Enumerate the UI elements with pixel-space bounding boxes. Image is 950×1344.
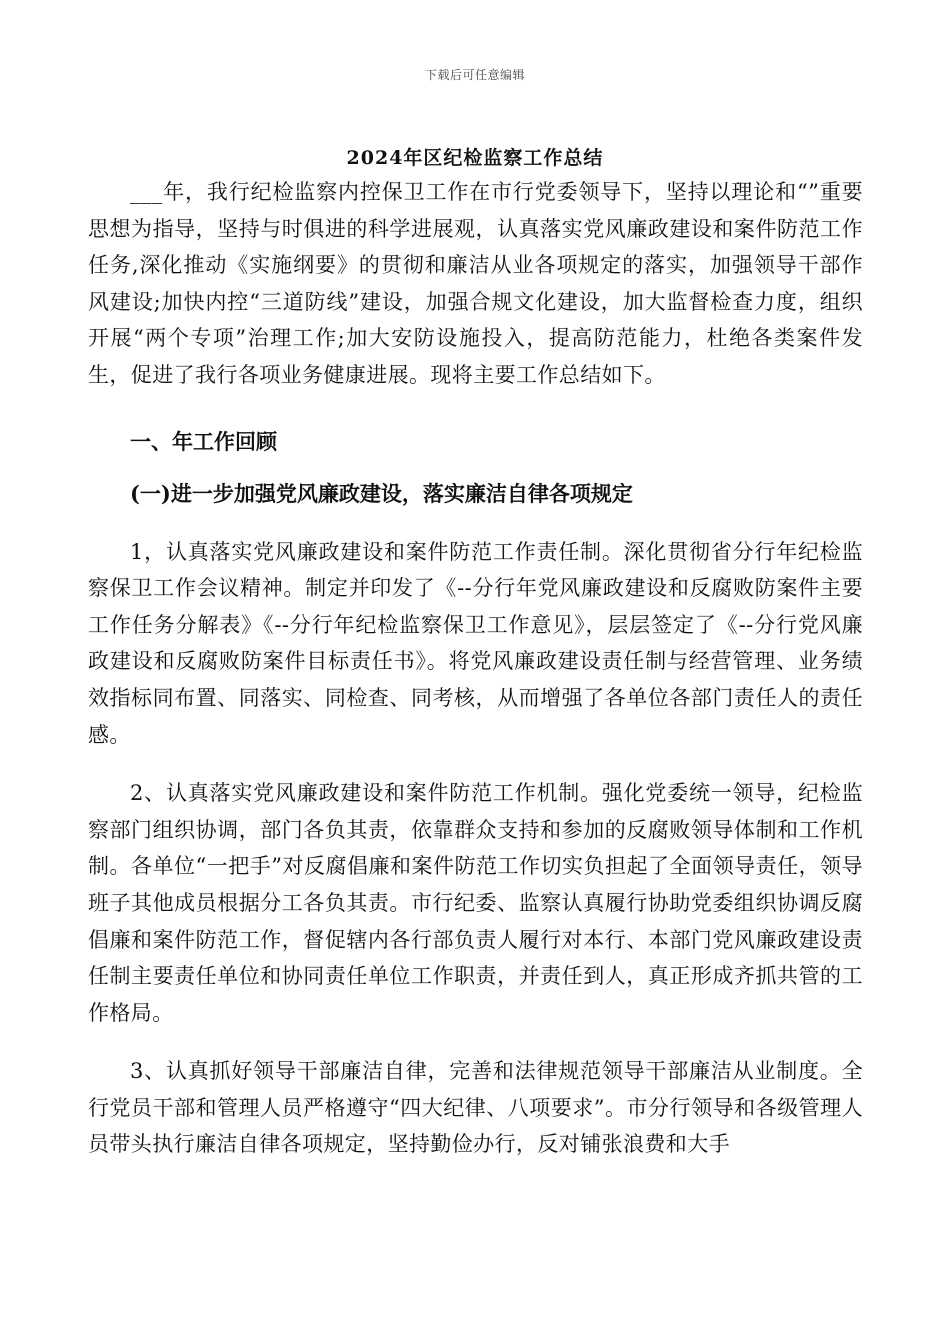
body-paragraph-2: 2、认真落实党风廉政建设和案件防范工作机制。强化党委统一领导，纪检监察部门组织协调，部门各负其责，依靠群众支持和参加的反腐败领导体制和工作机制。各单位“一把手”对反腐倡廉和案件防范工作切实负担起了全面领导责任，领导班子其他成员根据分工各负其责。市行纪委、监察认真履行协助党委组织协调反腐倡廉和案件防范工作，督促辖内各行部负责人履行对本行、本部门党风廉政建设责任制主要责任单位和协同责任单位工作职责，并责任到人，真正形成齐抓共管的工作格局。 xyxy=(88,781,863,1025)
subsection-heading: (一)进一步加强党风廉政建设，落实廉洁自律各项规定 xyxy=(130,480,633,506)
document-title: 2024年区纪检监察工作总结 xyxy=(346,147,604,169)
body-paragraph-3: 3、认真抓好领导干部廉洁自律，完善和法律规范领导干部廉洁从业制度。全行党员干部和管理人员严格遵守“四大纪律、八项要求”。市分行领导和各级管理人员带头执行廉洁自律各项规定，坚持勤俭办行，反对铺张浪费和大手 xyxy=(88,1059,863,1157)
document-body xyxy=(88,174,863,1163)
intro-paragraph: ___年，我行纪检监察内控保卫工作在市行党委领导下，坚持以理论和“”重要思想为指导，坚持与时俱进的科学进展观，认真落实党风廉政建设和案件防范工作任务,深化推动《实施纲要》的贯彻和廉洁从业各项规定的落实，加强领导干部作风建设;加快内控“三道防线”建设，加强合规文化建设，加大监督检查力度，组织开展“两个专项”治理工作;加大安防设施投入，提高防范能力，杜绝各类案件发生，促进了我行各项业务健康进展。现将主要工作总结如下。 xyxy=(88,180,863,387)
section-heading: 一、年工作回顾 xyxy=(130,428,277,454)
header-note: 下载后可任意编辑 xyxy=(424,68,525,82)
body-paragraph-1: 1，认真落实党风廉政建设和案件防范工作责任制。深化贯彻省分行年纪检监察保卫工作会议精神。制定并印发了《--分行年党风廉政建设和反腐败防案件主要工作任务分解表》《--分行年纪检监察保卫工作意见》，层层签定了《--分行党风廉政建设和反腐败防案件目标责任书》。将党风廉政建设责任制与经营管理、业务绩效指标同布置、同落实、同检查、同考核，从而增强了各单位各部门责任人的责任感。 xyxy=(88,539,863,747)
